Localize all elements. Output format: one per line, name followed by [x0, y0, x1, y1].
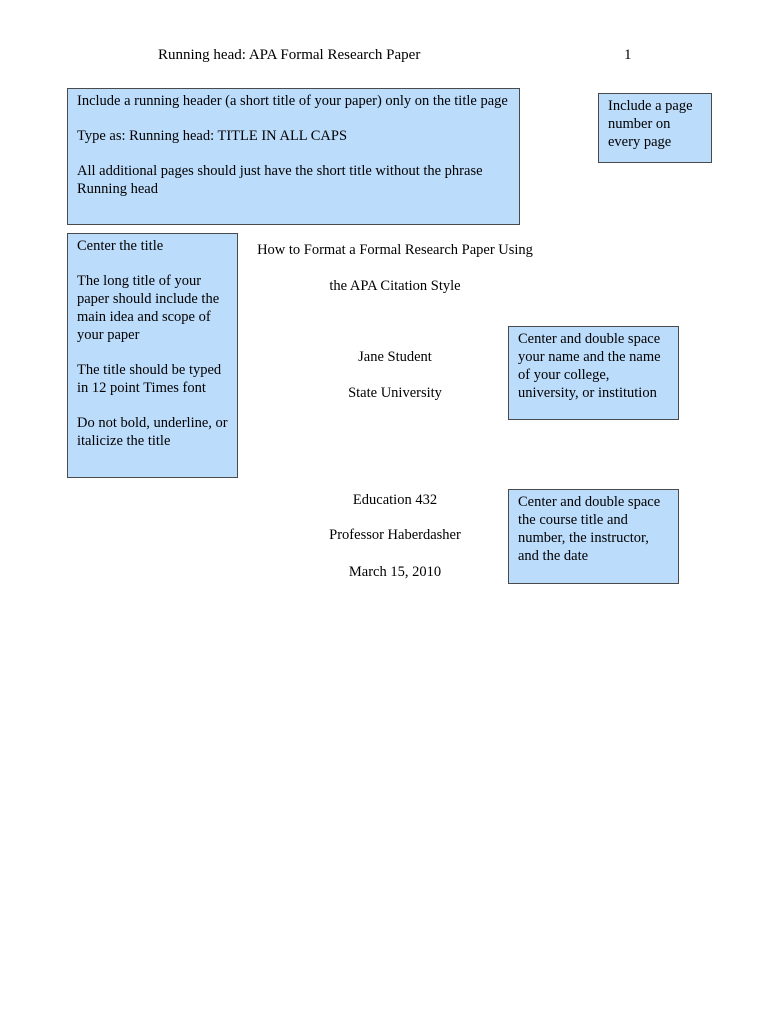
note-text: The title should be typed in 12 point Times font — [77, 362, 222, 396]
note-name — [508, 326, 679, 420]
author-name: Jane Student — [358, 349, 432, 365]
note-text: Include a page number on every page — [608, 98, 693, 150]
paper-title-line-2: the APA Citation Style — [329, 278, 461, 294]
note-running-header — [67, 88, 520, 225]
institution-name: State University — [348, 385, 442, 401]
paper-date: March 15, 2010 — [348, 564, 442, 580]
page-number: 1 — [624, 47, 632, 63]
note-text: The long title of your paper should include the main idea and scope of your paper — [77, 273, 220, 343]
instructor-name: Professor Haberdasher — [329, 527, 461, 543]
note-text: Do not bold, underline, or italicize the title — [77, 415, 228, 449]
note-text: All additional pages should just have the short title without the phrase Running head — [77, 163, 483, 197]
note-text: Type as: Running head: TITLE IN ALL CAPS — [77, 128, 348, 144]
note-text: Include a running header (a short title of your paper) only on the title page — [77, 93, 508, 109]
note-title — [67, 233, 238, 478]
note-text: Center and double space your name and the name of your college, university, or institution — [518, 331, 661, 401]
note-text: Center and double space the course title and number, the instructor, and the date — [518, 494, 661, 564]
note-page-number — [598, 93, 712, 163]
paper-title-line-1: How to Format a Formal Research Paper Using — [257, 242, 533, 258]
running-head: Running head: APA Formal Research Paper — [158, 47, 421, 63]
course-title: Education 432 — [352, 492, 438, 508]
note-text: Center the title — [77, 238, 164, 254]
